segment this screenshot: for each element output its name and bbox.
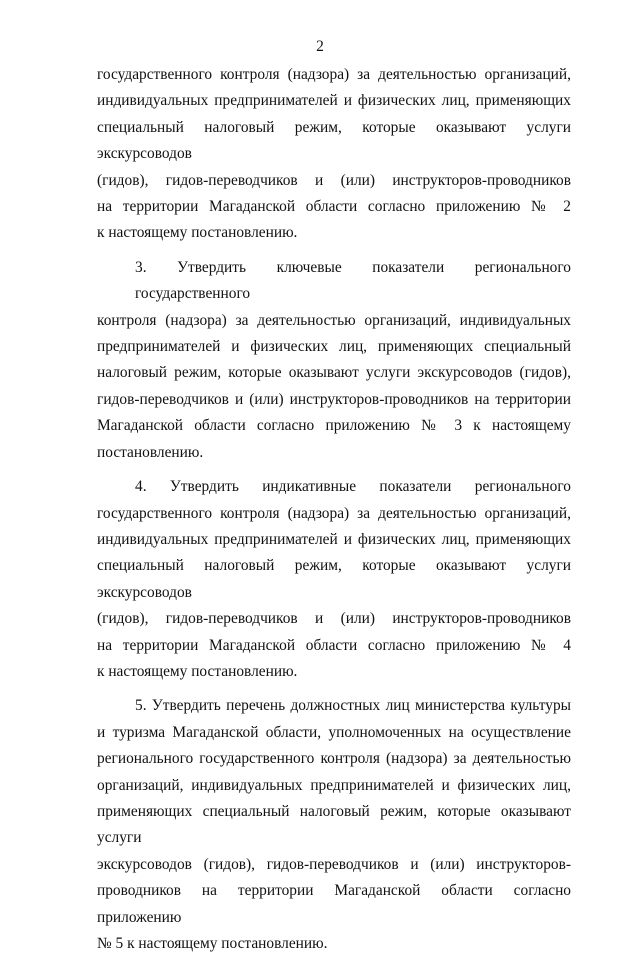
- text-line: № 5 к настоящему постановлению.: [97, 935, 328, 952]
- text-line: специальный налоговый режим, которые оказывают услуги экскурсоводов: [97, 118, 571, 163]
- text-line: 3. Утвердить ключевые показатели регионального государственного: [135, 258, 571, 303]
- text-line: налоговый режим, которые оказывают услуги экскурсоводов (гидов),: [97, 364, 571, 382]
- page-number: 2: [316, 38, 324, 55]
- text-line: экскурсоводов (гидов), гидов-переводчиков и (или) инструкторов-: [97, 855, 571, 873]
- text-line: к настоящему постановлению.: [97, 662, 298, 680]
- text-line: постановлению.: [97, 443, 204, 461]
- text-line: предпринимателей и физических лиц, применяющих специальный: [97, 338, 571, 356]
- text-line: государственного контроля (надзора) за деятельностью организаций,: [97, 66, 571, 83]
- text-line: специальный налоговый режим, которые оказывают услуги экскурсоводов: [97, 557, 571, 601]
- paragraph-continuation: [97, 62, 571, 247]
- text-line: гидов-переводчиков и (или) инструкторов-проводников на территории: [97, 390, 571, 408]
- paragraph-item-5: [97, 693, 571, 957]
- text-line: контроля (надзора) за деятельностью организаций, индивидуальных: [97, 311, 571, 329]
- text-line: государственного контроля (надзора) за деятельностью организаций,: [97, 504, 571, 522]
- text-line: и туризма Магаданской области, уполномоченных на осуществление: [97, 723, 571, 741]
- document-body: [97, 62, 571, 957]
- text-line: (гидов), гидов-переводчиков и (или) инструкторов-проводников: [97, 610, 571, 628]
- paragraph-item-3: [97, 255, 571, 466]
- text-line: к настоящему постановлению.: [97, 224, 298, 242]
- text-line: индивидуальных предпринимателей и физических лиц, применяющих: [97, 530, 571, 548]
- text-line: 5. Утвердить перечень должностных лиц министерства культуры: [135, 697, 571, 715]
- text-line: 4. Утвердить индикативные показатели регионального: [135, 478, 571, 496]
- text-line: проводников на территории Магаданской области согласно приложению: [97, 882, 571, 926]
- text-line: на территории Магаданской области согласно приложению № 2: [97, 198, 571, 216]
- text-line: Магаданской области согласно приложению № 3 к настоящему: [97, 417, 571, 435]
- paragraph-item-4: [97, 474, 571, 685]
- text-line: на территории Магаданской области согласно приложению № 4: [97, 636, 571, 654]
- text-line: применяющих специальный налоговый режим, которые оказывают услуги: [97, 802, 571, 847]
- text-line: организаций, индивидуальных предпринимателей и физических лиц,: [97, 776, 571, 794]
- text-line: регионального государственного контроля (надзора) за деятельностью: [97, 750, 571, 768]
- text-line: (гидов), гидов-переводчиков и (или) инструкторов-проводников: [97, 171, 571, 189]
- text-line: индивидуальных предпринимателей и физических лиц, применяющих: [97, 92, 571, 110]
